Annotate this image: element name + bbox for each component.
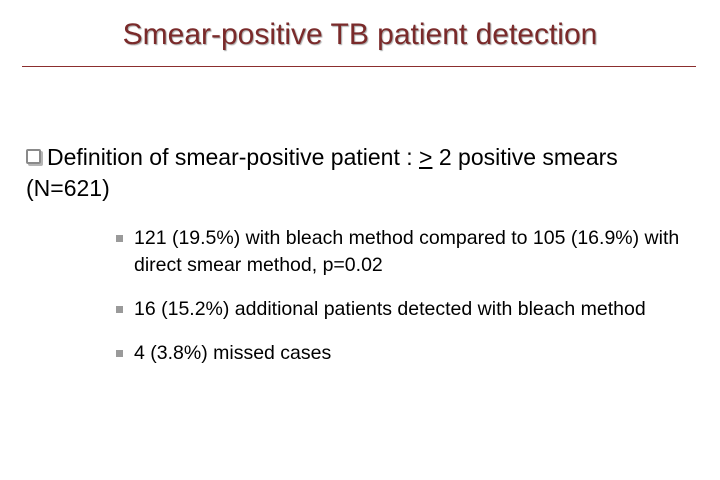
main-point-text-after: 2 positive smears (N=621) [26, 144, 618, 201]
main-bullet-point [26, 142, 686, 204]
checkbox-bullet-icon [26, 149, 41, 164]
square-bullet-icon [116, 306, 123, 313]
sub-bullet-item [112, 296, 702, 323]
sub-bullet-text: 16 (15.2%) additional patients detected with bleach method [134, 298, 646, 320]
sub-bullet-item [112, 340, 702, 367]
sub-bullet-text: 121 (19.5%) with bleach method compared to 105 (16.9%) with direct smear method, p=0.02 [134, 227, 680, 276]
square-bullet-icon [116, 235, 123, 242]
sub-bullet-text: 4 (3.8%) missed cases [134, 342, 332, 364]
sub-bullet-list [112, 225, 702, 384]
square-bullet-icon [116, 350, 123, 357]
title-divider [22, 66, 696, 67]
slide-title: Smear-positive TB patient detection [122, 18, 598, 51]
greater-equal-symbol: > [419, 144, 433, 170]
sub-bullet-item [112, 225, 702, 279]
main-point-text-before: Definition of smear-positive patient : [47, 144, 420, 170]
